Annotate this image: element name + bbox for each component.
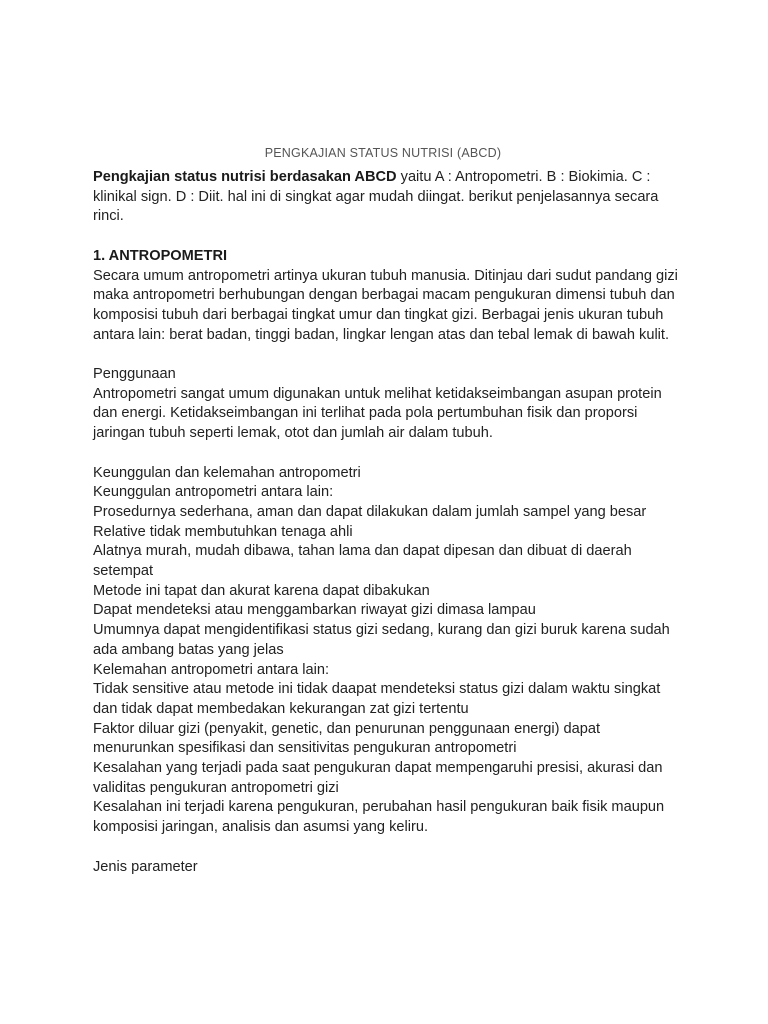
kelemahan-item: Kesalahan yang terjadi pada saat pengukuran dapat mempengaruhi presisi, akurasi dan validitas pengukuran antropometri gizi bbox=[93, 760, 663, 796]
blank-line bbox=[93, 838, 683, 858]
document-title: PENGKAJIAN STATUS NUTRISI (ABCD) bbox=[264, 146, 502, 160]
jenis-parameter-heading: Jenis parameter bbox=[93, 858, 198, 875]
keunggulan-intro: Keunggulan antropometri antara lain: bbox=[93, 484, 334, 501]
section-heading-antropometri: 1. ANTROPOMETRI bbox=[93, 247, 228, 264]
kelemahan-item: Faktor diluar gizi (penyakit, genetic, dan penurunan penggunaan energi) dapat menurunkan spesifikasi dan sensitivitas pengukuran antropometri bbox=[93, 720, 601, 757]
penggunaan-heading: Penggunaan bbox=[93, 366, 176, 382]
keunggulan-item: Prosedurnya sederhana, aman dan dapat dilakukan dalam jumlah sampel yang besar bbox=[93, 503, 647, 520]
blank-line bbox=[93, 345, 683, 365]
keunggulan-item: Alatnya murah, mudah dibawa, tahan lama dan dapat dipesan dan dibuat di daerah setempat bbox=[93, 543, 632, 580]
keunggulan-item: Metode ini tapat dan akurat karena dapat dibakukan bbox=[93, 582, 430, 599]
kelemahan-item: Tidak sensitive atau metode ini tidak daapat mendeteksi status gizi dalam waktu singkat dan tidak dapat membedakan kekurangan zat gizi tertentu bbox=[93, 681, 661, 717]
intro-paragraph bbox=[93, 168, 683, 227]
document-body bbox=[93, 168, 683, 877]
antropometri-paragraph: Secara umum antropometri artinya ukuran tubuh manusia. Ditinjau dari sudut pandang gizi maka antropometri berhubungan dengan berbagai macam pengukuran dimensi tubuh dan komposisi tubuh dari berbagai tingkat umur dan tingkat gizi. Berbagai jenis ukuran tubuh antara lain: berat badan, tinggi badan, lingkar lengan atas dan tebal lemak di bawah kulit. bbox=[93, 267, 678, 343]
kelemahan-item: Kesalahan ini terjadi karena pengukuran, perubahan hasil pengukuran baik fisik maupun komposisi jaringan, analisis dan asumsi yang keliru. bbox=[93, 799, 665, 836]
blank-line bbox=[93, 444, 683, 464]
keunggulan-item: Relative tidak membutuhkan tenaga ahli bbox=[93, 523, 353, 540]
keunggulan-item: Dapat mendeteksi atau menggambarkan riwayat gizi dimasa lampau bbox=[93, 602, 536, 619]
intro-text: yaitu A : Antropometri. B : Biokimia. C : klinikal sign. D : Diit. hal ini di singkat agar mudah diingat. berikut penjelasannya secara rinci. bbox=[93, 169, 659, 225]
penggunaan-paragraph: Antropometri sangat umum digunakan untuk melihat ketidakseimbangan asupan protein dan energi. Ketidakseimbangan ini terlihat pada pola pertumbuhan fisik dan proporsi jaringan tubuh seperti lemak, otot dan jumlah air dalam tubuh. bbox=[93, 385, 662, 442]
kelemahan-intro: Kelemahan antropometri antara lain: bbox=[93, 661, 330, 678]
intro-bold-text: Pengkajian status nutrisi berdasakan ABCD bbox=[93, 169, 397, 185]
blank-line bbox=[93, 227, 683, 247]
keunggulan-heading: Keunggulan dan kelemahan antropometri bbox=[93, 464, 361, 481]
keunggulan-item: Umumnya dapat mengidentifikasi status gizi sedang, kurang dan gizi buruk karena sudah ada ambang batas yang jelas bbox=[93, 622, 670, 658]
